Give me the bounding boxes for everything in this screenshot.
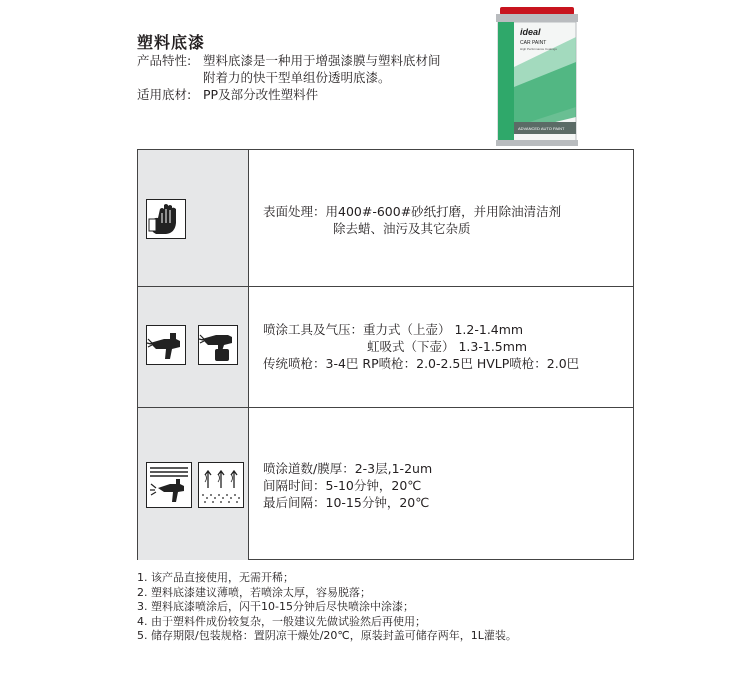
note-item: 3. 塑料底漆喷涂后，闪干10-15分钟后尽快喷涂中涂漆； bbox=[137, 600, 414, 613]
spray-coats-icon bbox=[146, 462, 192, 508]
step-line: 最后间隔：10-15分钟，20℃ bbox=[263, 495, 430, 510]
can-line3: ADVANCED AUTO PAINT bbox=[518, 126, 565, 131]
step-line: 传统喷枪：3-4巴 RP喷枪：2.0-2.5巴 HVLP喷枪：2.0巴 bbox=[263, 356, 580, 371]
notes-list bbox=[137, 571, 517, 644]
step-icon-cell bbox=[138, 287, 249, 408]
feature-text-2: 附着力的快干型单组份透明底漆。 bbox=[203, 70, 391, 85]
feature-label: 产品特性: bbox=[137, 53, 192, 68]
step-application bbox=[138, 407, 633, 560]
can-brand: ideal bbox=[520, 27, 541, 37]
step-spray-setup bbox=[138, 286, 633, 408]
note-item: 2. 塑料底漆建议薄喷，若喷涂太厚，容易脱落； bbox=[137, 585, 371, 599]
step-line: 表面处理：用400#-600#砂纸打磨，并用除油清洁剂 bbox=[263, 204, 562, 219]
can-line1: CAR PAINT bbox=[520, 40, 547, 46]
step-line: 除去蜡、油污及其它杂质 bbox=[333, 221, 471, 236]
hand-sanding-icon bbox=[146, 199, 186, 239]
can-line2: High Performance Coatings bbox=[520, 47, 557, 51]
substrate-label: 适用底材: bbox=[137, 87, 192, 102]
gravity-spray-gun-icon bbox=[146, 325, 186, 365]
step-text bbox=[263, 321, 579, 372]
step-icon-cell bbox=[138, 408, 249, 560]
step-line: 喷涂道数/膜厚：2-3层,1-2um bbox=[263, 461, 433, 476]
note-item: 5. 储存期限/包装规格：置阴凉干燥处/20℃，原装封盖可储存两年，1L灌装。 bbox=[137, 629, 517, 642]
substrate-value: PP及部分改性塑料件 bbox=[203, 87, 319, 102]
step-icon-cell bbox=[138, 150, 249, 286]
note-item: 4. 由于塑料件成份较复杂，一般建议先做试验然后再使用； bbox=[137, 614, 426, 628]
siphon-spray-gun-icon bbox=[198, 325, 238, 365]
step-text bbox=[263, 203, 561, 237]
product-can-image bbox=[494, 7, 580, 147]
substrate-line bbox=[137, 86, 318, 103]
step-text bbox=[263, 460, 432, 511]
step-line: 间隔时间：5-10分钟，20℃ bbox=[263, 478, 422, 493]
note-item: 1. 该产品直接使用，无需开稀； bbox=[137, 571, 294, 584]
flash-dry-icon bbox=[198, 462, 244, 508]
step-surface-prep bbox=[138, 150, 633, 286]
feature-text-1: 塑料底漆是一种用于增强漆膜与塑料底材间 bbox=[203, 53, 441, 68]
product-title: 塑料底漆 bbox=[137, 33, 206, 52]
step-line: 喷涂工具及气压：重力式（上壶） 1.2-1.4mm bbox=[263, 322, 524, 337]
step-line: 虹吸式（下壶） 1.3-1.5mm bbox=[367, 339, 528, 354]
steps-table bbox=[137, 149, 634, 560]
feature-line bbox=[137, 52, 441, 69]
